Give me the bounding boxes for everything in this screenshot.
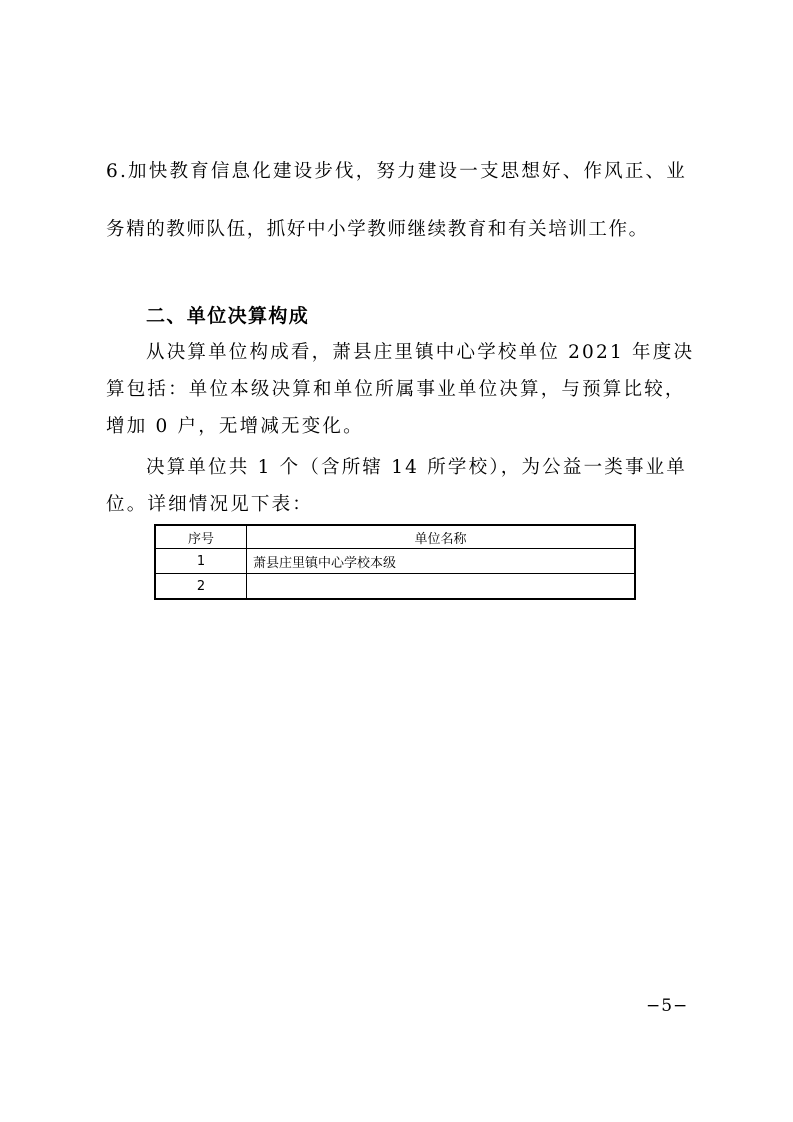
paragraph-line: 从决算单位构成看，萧县庄里镇中心学校单位 2021 年度决 bbox=[146, 342, 695, 363]
paragraph-line: 增加 0 户，无增减无变化。 bbox=[106, 416, 364, 437]
paragraph-line: 决算单位共 1 个（含所辖 14 所学校），为公益一类事业单 bbox=[146, 457, 688, 478]
table-row bbox=[155, 574, 635, 600]
row-number-cell: 2 bbox=[155, 574, 247, 600]
section-heading: 二、单位决算构成 bbox=[146, 305, 310, 327]
table-header-row bbox=[155, 525, 635, 549]
paragraph-line: 位。详细情况见下表： bbox=[106, 494, 314, 515]
row-number-cell: 1 bbox=[155, 549, 247, 574]
page-number: −5− bbox=[646, 996, 689, 1016]
unit-name-cell: 萧县庄里镇中心学校本级 bbox=[247, 549, 636, 574]
column-header-unit-name: 单位名称 bbox=[247, 525, 636, 549]
table-row bbox=[155, 549, 635, 574]
paragraph-line: 算包括：单位本级决算和单位所属事业单位决算，与预算比较， bbox=[106, 379, 686, 400]
column-header-number: 序号 bbox=[155, 525, 247, 549]
body-line: 务精的教师队伍，抓好中小学教师继续教育和有关培训工作。 bbox=[106, 219, 649, 240]
unit-name-cell bbox=[247, 574, 636, 600]
body-line: 6.加快教育信息化建设步伐，努力建设一支思想好、作风正、业 bbox=[106, 161, 687, 182]
unit-table bbox=[154, 524, 636, 600]
